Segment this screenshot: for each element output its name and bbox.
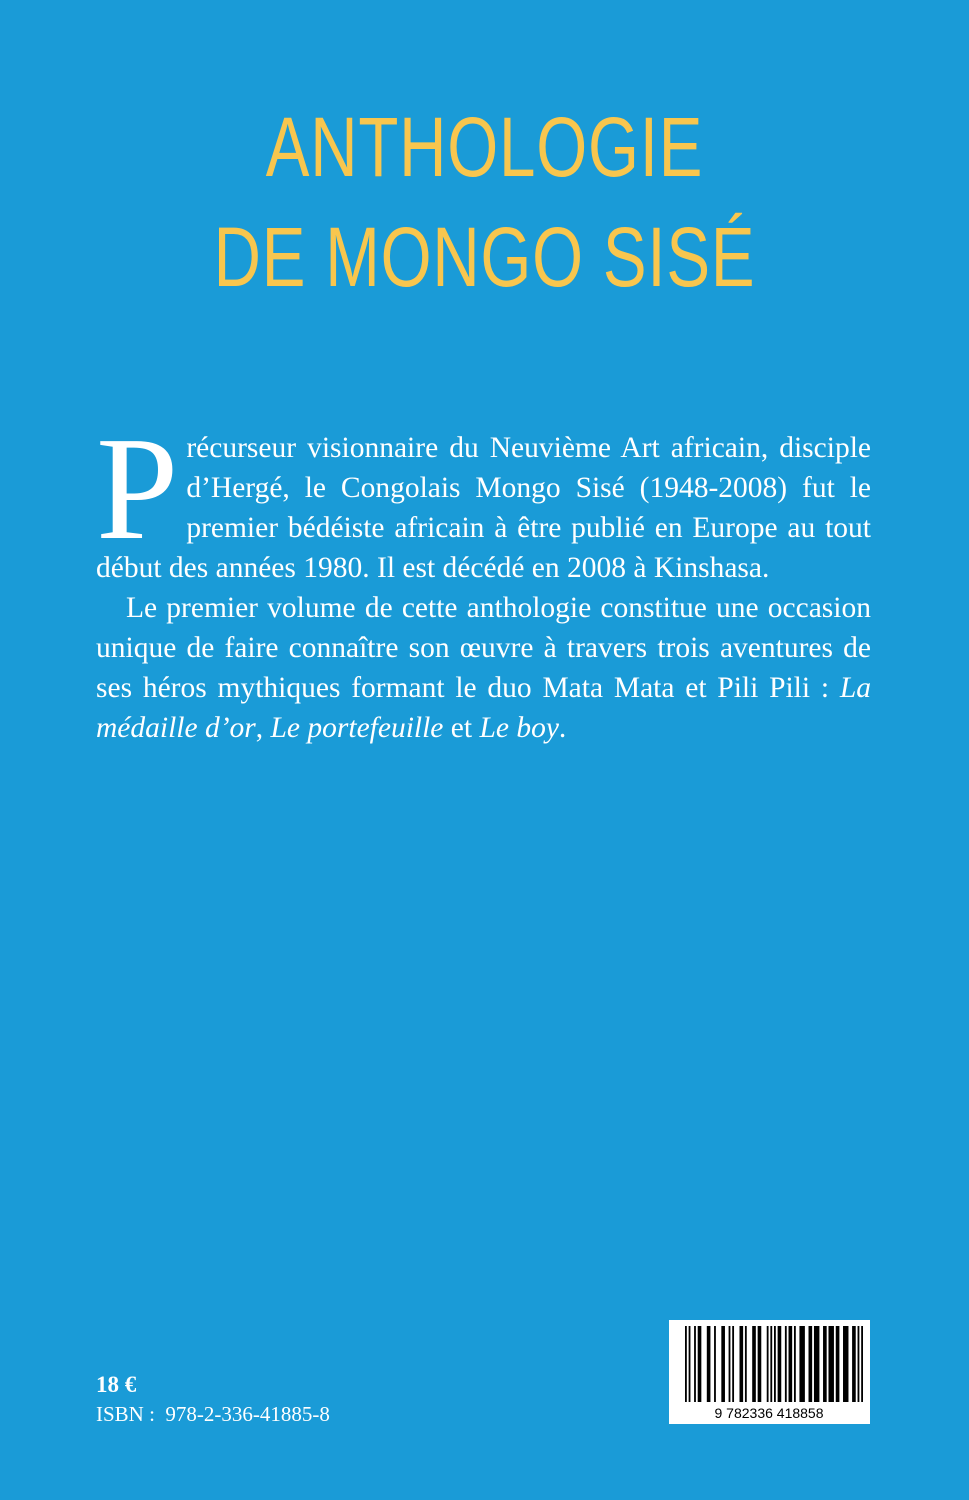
- barcode-bar: [758, 1326, 762, 1402]
- barcode-bar: [729, 1326, 731, 1402]
- barcode-bar: [799, 1326, 804, 1402]
- barcode-digits: 9 782336 418858: [714, 1405, 824, 1421]
- barcode-bar: [745, 1326, 747, 1402]
- title-line-2: DE MONGO SISÉ: [213, 210, 756, 304]
- barcode-bar: [828, 1326, 833, 1402]
- story-title-3: Le boy: [479, 712, 559, 744]
- barcode-bar: [732, 1326, 734, 1402]
- barcode-bar: [739, 1326, 743, 1402]
- barcode-bar: [689, 1326, 691, 1402]
- barcode-bar: [752, 1326, 756, 1402]
- barcode-bar: [767, 1326, 769, 1402]
- separator-1: ,: [255, 712, 271, 744]
- barcode-bar: [794, 1326, 796, 1402]
- barcode-bar: [836, 1326, 840, 1402]
- barcode-bar: [843, 1326, 848, 1402]
- paragraph-end: .: [558, 712, 567, 744]
- barcode-bar: [694, 1326, 696, 1402]
- isbn: ISBN : 978-2-336-41885-8: [96, 1402, 330, 1426]
- barcode-bar: [721, 1326, 725, 1402]
- barcode-bar: [858, 1326, 860, 1402]
- barcode-bar: [698, 1326, 702, 1402]
- blurb-paragraph-2-text: Le premier volume de cette anthologie constitue une occasion unique de faire connaître son œuvre à travers trois aventures de ses héros mythiques formant le duo Mata Mata et Pili Pili :: [96, 592, 871, 704]
- blurb: [96, 407, 871, 748]
- barcode-bar: [778, 1326, 782, 1402]
- barcode-bar: [789, 1326, 793, 1402]
- book-title: [107, 92, 863, 312]
- barcode-bar: [685, 1326, 687, 1402]
- blurb-paragraph-1: [96, 407, 871, 588]
- barcode-bar: [814, 1326, 819, 1402]
- barcode-bar: [823, 1326, 827, 1402]
- blurb-paragraph-2: [96, 588, 871, 748]
- story-title-2: Le portefeuille: [270, 712, 444, 744]
- barcode-bar: [852, 1326, 856, 1402]
- barcode-bar: [707, 1326, 711, 1402]
- barcode-bar: [774, 1326, 776, 1402]
- blurb-paragraph-1-text: récurseur visionnaire du Neuvième Art africain, disciple d’Hergé, le Congolais Mongo Sisé (1948-2008) fut le premier bédéiste africain à être publié en Europe au tout début des années 1980. Il est décédé en 2008 à Kinshasa.: [96, 432, 871, 584]
- barcode-bar: [714, 1326, 716, 1402]
- barcode-bar: [770, 1326, 772, 1402]
- price: 18 €: [96, 1372, 137, 1397]
- drop-cap: P: [96, 407, 179, 571]
- barcode-bar: [809, 1326, 813, 1402]
- barcode-bar: [785, 1326, 787, 1402]
- story-title-1: La médaille d’or: [96, 672, 871, 744]
- barcode-bar: [861, 1326, 863, 1402]
- barcode-graphic: [669, 1320, 870, 1424]
- barcode: [669, 1320, 870, 1424]
- separator-2: et: [443, 712, 480, 744]
- title-line-1: ANTHOLOGIE: [265, 100, 704, 194]
